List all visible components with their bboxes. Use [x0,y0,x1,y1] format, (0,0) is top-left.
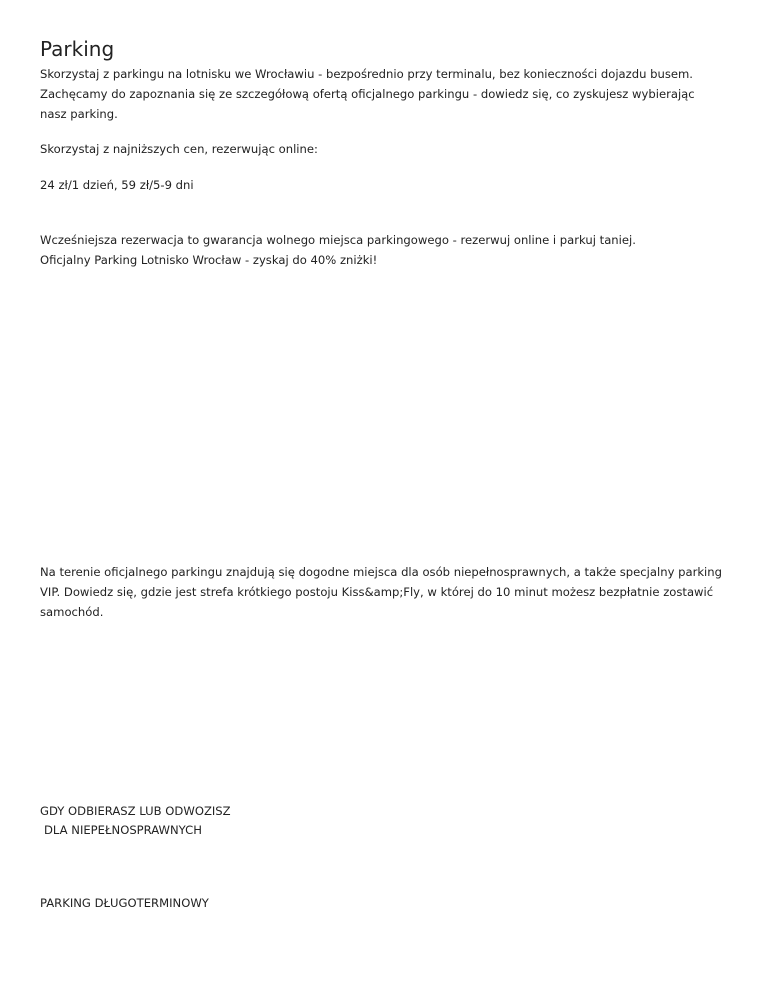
features-line: samochód. [40,605,104,619]
intro-paragraph [40,64,695,124]
pricing-cta-text: Skorzystaj z najniższych cen, rezerwując online: [40,142,318,156]
section-heading-longterm[interactable]: PARKING DŁUGOTERMINOWY [40,896,209,910]
section-heading-disabled[interactable]: DLA NIEPEŁNOSPRAWNYCH [44,823,202,837]
pricing-values: 24 zł/1 dzień, 59 zł/5-9 dni [40,178,194,192]
features-line: VIP. Dowiedz się, gdzie jest strefa krótkiego postoju Kiss&amp;Fly, w której do 10 minut możesz bezpłatnie zostawić [40,585,714,599]
reservation-line: Oficjalny Parking Lotnisko Wrocław - zyskaj do 40% zniżki! [40,253,378,267]
features-paragraph [40,562,722,622]
intro-line: Skorzystaj z parkingu na lotnisku we Wrocławiu - bezpośrednio przy terminalu, bez konieczności dojazdu busem. [40,67,693,81]
section-heading-dropoff[interactable]: GDY ODBIERASZ LUB ODWOZISZ [40,804,231,818]
intro-line: Zachęcamy do zapoznania się ze szczegółową ofertą oficjalnego parkingu - dowiedz się, co zyskujesz wybierając [40,87,695,101]
page-title: Parking [40,37,115,61]
reservation-paragraph [40,230,636,270]
features-line: Na terenie oficjalnego parkingu znajdują się dogodne miejsca dla osób niepełnosprawnych, a także specjalny parking [40,565,722,579]
intro-line: nasz parking. [40,107,118,121]
reservation-line: Wcześniejsza rezerwacja to gwarancja wolnego miejsca parkingowego - rezerwuj online i parkuj taniej. [40,233,636,247]
